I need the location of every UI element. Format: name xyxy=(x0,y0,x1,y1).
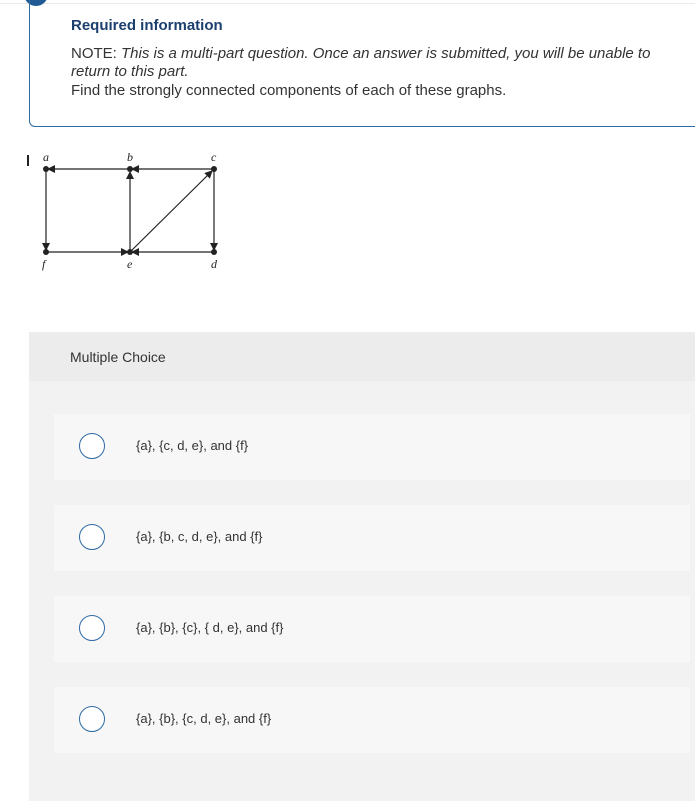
vertex-label-f: f xyxy=(42,257,46,271)
note-label: NOTE: xyxy=(71,45,122,62)
answer-panel-title: Multiple Choice xyxy=(70,349,166,365)
vertex-a xyxy=(43,166,49,172)
choice-label: {a}, {c, d, e}, and {f} xyxy=(136,438,249,453)
radio-button[interactable] xyxy=(79,615,105,641)
vertex-d xyxy=(211,249,217,255)
vertex-label-a: a xyxy=(43,150,49,164)
choice-option-2[interactable] xyxy=(54,505,690,571)
vertex-c xyxy=(211,166,217,172)
choice-label: {a}, {b}, {c}, { d, e}, and {f} xyxy=(136,620,284,635)
note-body: This is a multi-part question. Once an answer is submitted, you will be unable to return to this part. xyxy=(71,45,651,80)
choice-option-4[interactable] xyxy=(54,687,690,753)
radio-button[interactable] xyxy=(79,524,105,550)
question-note xyxy=(71,45,681,81)
vertex-label-b: b xyxy=(127,150,133,164)
choice-label: {a}, {b}, {c, d, e}, and {f} xyxy=(136,711,272,726)
vertex-label-e: e xyxy=(127,257,133,271)
vertex-f xyxy=(43,249,49,255)
choice-option-3[interactable] xyxy=(54,596,690,662)
vertex-label-d: d xyxy=(211,257,217,271)
question-instruction: Find the strongly connected components of each of these graphs. xyxy=(71,82,507,99)
radio-button[interactable] xyxy=(79,433,105,459)
choice-label: {a}, {b, c, d, e}, and {f} xyxy=(136,529,263,544)
edge-e-c xyxy=(130,171,212,252)
graph-marker xyxy=(27,155,29,166)
answer-panel xyxy=(29,332,695,801)
vertex-e xyxy=(127,249,133,255)
choice-option-1[interactable] xyxy=(54,414,690,480)
directed-graph xyxy=(30,148,230,278)
vertex-label-c: c xyxy=(211,150,217,164)
vertex-b xyxy=(127,166,133,172)
answer-panel-header xyxy=(29,332,695,381)
required-info-heading: Required information xyxy=(71,17,223,34)
radio-button[interactable] xyxy=(79,706,105,732)
